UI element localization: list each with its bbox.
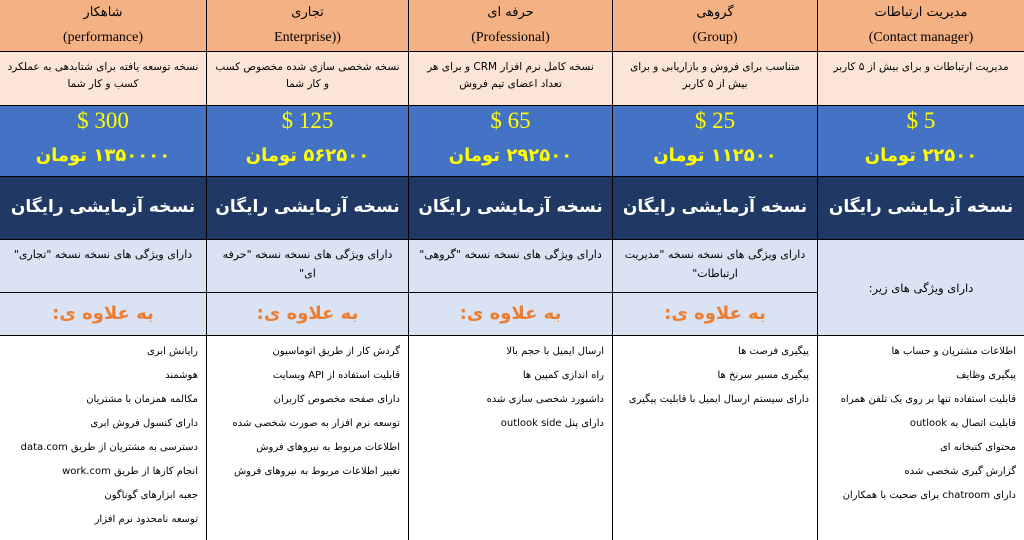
price-usd: 300 $ [0, 106, 206, 140]
free-trial-button[interactable]: نسخه آزمایشی رایگان [613, 177, 817, 240]
feature-item: تغییر اطلاعات مربوط به نیروهای فروش [233, 466, 400, 477]
plan-title-fa: مدیریت ارتباطات [874, 5, 968, 20]
plan-title-fa: شاهکار [83, 5, 123, 20]
plan-column-professional [409, 0, 613, 540]
plan-description: متناسب برای فروش و بازاریابی و برای بیش از ۵ کاربر [613, 52, 817, 106]
plan-column-group [613, 0, 818, 540]
plan-header [613, 0, 817, 52]
includes-text: دارای ویژگی های زیر: [818, 240, 1024, 336]
plus-label: به علاوه ی: [409, 293, 612, 336]
feature-item: انجام کارها از طریق work.com [62, 466, 198, 477]
price-usd: 65 $ [409, 106, 612, 140]
plus-label: به علاوه ی: [0, 293, 206, 336]
free-trial-button[interactable]: نسخه آزمایشی رایگان [207, 177, 408, 240]
feature-item: گردش کار از طریق اتوماسیون [272, 346, 400, 357]
feature-item: قابلیت استفاده از API وبسایت [272, 370, 400, 381]
feature-item: رایانش ابری [146, 346, 198, 357]
plus-label: به علاوه ی: [207, 293, 408, 336]
feature-item: دسترسی به مشتریان از طریق data.com [20, 442, 198, 453]
feature-list [0, 336, 206, 540]
feature-item: پیگیری مسیر سرنخ ها [717, 370, 809, 381]
feature-item: اطلاعات مشتریان و حساب ها [891, 346, 1016, 357]
feature-list [409, 336, 612, 540]
feature-item: محتوای کتبخانه ای [939, 442, 1016, 453]
price-toman: ۲۹۲۵۰۰ تومان [409, 140, 612, 177]
feature-item: دارای سیستم ارسال ایمیل با قابلیت پیگیری [628, 394, 809, 405]
price-usd: 25 $ [613, 106, 817, 140]
feature-item: گزارش گیری شخصی شده [904, 466, 1016, 477]
feature-item: پیگیری وظایف [956, 370, 1016, 381]
plan-description: مدیریت ارتباطات و برای بیش از ۵ کاربر [818, 52, 1024, 106]
plan-title-en: (Group) [692, 30, 738, 45]
plan-header [0, 0, 206, 52]
plan-column-performance [0, 0, 207, 540]
price-toman: ۱۳۵۰۰۰۰ تومان [0, 140, 206, 177]
plan-title-en: (Contact manager) [868, 30, 974, 45]
feature-item: ارسال ایمیل با حجم بالا [506, 346, 604, 357]
free-trial-button[interactable]: نسخه آزمایشی رایگان [409, 177, 612, 240]
plan-title-fa: حرفه ای [487, 5, 534, 20]
feature-item: توسعه نرم افزار به صورت شخصی شده [232, 418, 400, 429]
feature-list [207, 336, 408, 540]
plan-header [409, 0, 612, 52]
feature-item: پیگیری فرصت ها [738, 346, 809, 357]
plan-description: نسخه شخصی سازی شده مخصوص کسب و کار شما [207, 52, 408, 106]
feature-list [818, 336, 1024, 540]
plan-title-fa: تجاری [291, 5, 324, 20]
feature-item: دارای پنل outlook side [500, 418, 604, 429]
plan-title-en: (performance) [62, 30, 144, 45]
free-trial-button[interactable]: نسخه آزمایشی رایگان [0, 177, 206, 240]
feature-item: دارای صفحه مخصوص کاربران [273, 394, 400, 405]
plan-description: نسخه توسعه یافته برای شتابدهی به عملکرد کسب و کار شما [0, 52, 206, 106]
plan-column-enterprise [207, 0, 409, 540]
price-usd: 5 $ [818, 106, 1024, 140]
feature-item: دارای chatroom برای صحبت با همکاران [842, 490, 1016, 501]
plan-title-fa: گروهی [696, 5, 734, 20]
plan-column-contact-manager [818, 0, 1024, 540]
feature-item: مکالمه همزمان با مشتریان [86, 394, 198, 405]
price-usd: 125 $ [207, 106, 408, 140]
includes-text: دارای ویژگی های نسخه نسخه "گروهی" [409, 240, 612, 293]
feature-item: راه اندازی کمپین ها [522, 370, 604, 381]
feature-item: جعبه ابزارهای گوناگون [104, 490, 198, 501]
includes-text: دارای ویژگی های نسخه نسخه "مدیریت ارتباطات" [613, 240, 817, 293]
feature-item: داشبورد شخصی سازی شده [486, 394, 604, 405]
feature-item: قابلیت استفاده تنها بر روی یک تلفن همراه [840, 394, 1016, 405]
feature-item: توسعه نامحدود نرم افزار [94, 514, 198, 525]
plan-header [818, 0, 1024, 52]
feature-item: دارای کنسول فروش ابری [90, 418, 198, 429]
plan-title-en: Enterprise)) [274, 30, 341, 45]
price-toman: ۵۶۲۵۰۰ تومان [207, 140, 408, 177]
price-toman: ۱۱۲۵۰۰ تومان [613, 140, 817, 177]
plan-header [207, 0, 408, 52]
plus-label: به علاوه ی: [613, 293, 817, 336]
plan-title-en: (Professional) [471, 30, 550, 45]
feature-item: قابلیت اتصال به outlook [909, 418, 1016, 429]
price-toman: ۲۲۵۰۰ تومان [818, 140, 1024, 177]
includes-text: دارای ویژگی های نسخه نسخه "حرفه ای" [207, 240, 408, 293]
feature-item: اطلاعات مربوط به نیروهای فروش [256, 442, 400, 453]
free-trial-button[interactable]: نسخه آزمایشی رایگان [818, 177, 1024, 240]
plan-description: نسخه کامل نرم افزار CRM و برای هر تعداد اعضای تیم فروش [409, 52, 612, 106]
feature-item: هوشمند [165, 370, 198, 381]
feature-list [613, 336, 817, 540]
includes-text: دارای ویژگی های نسخه نسخه "تجاری" [0, 240, 206, 293]
